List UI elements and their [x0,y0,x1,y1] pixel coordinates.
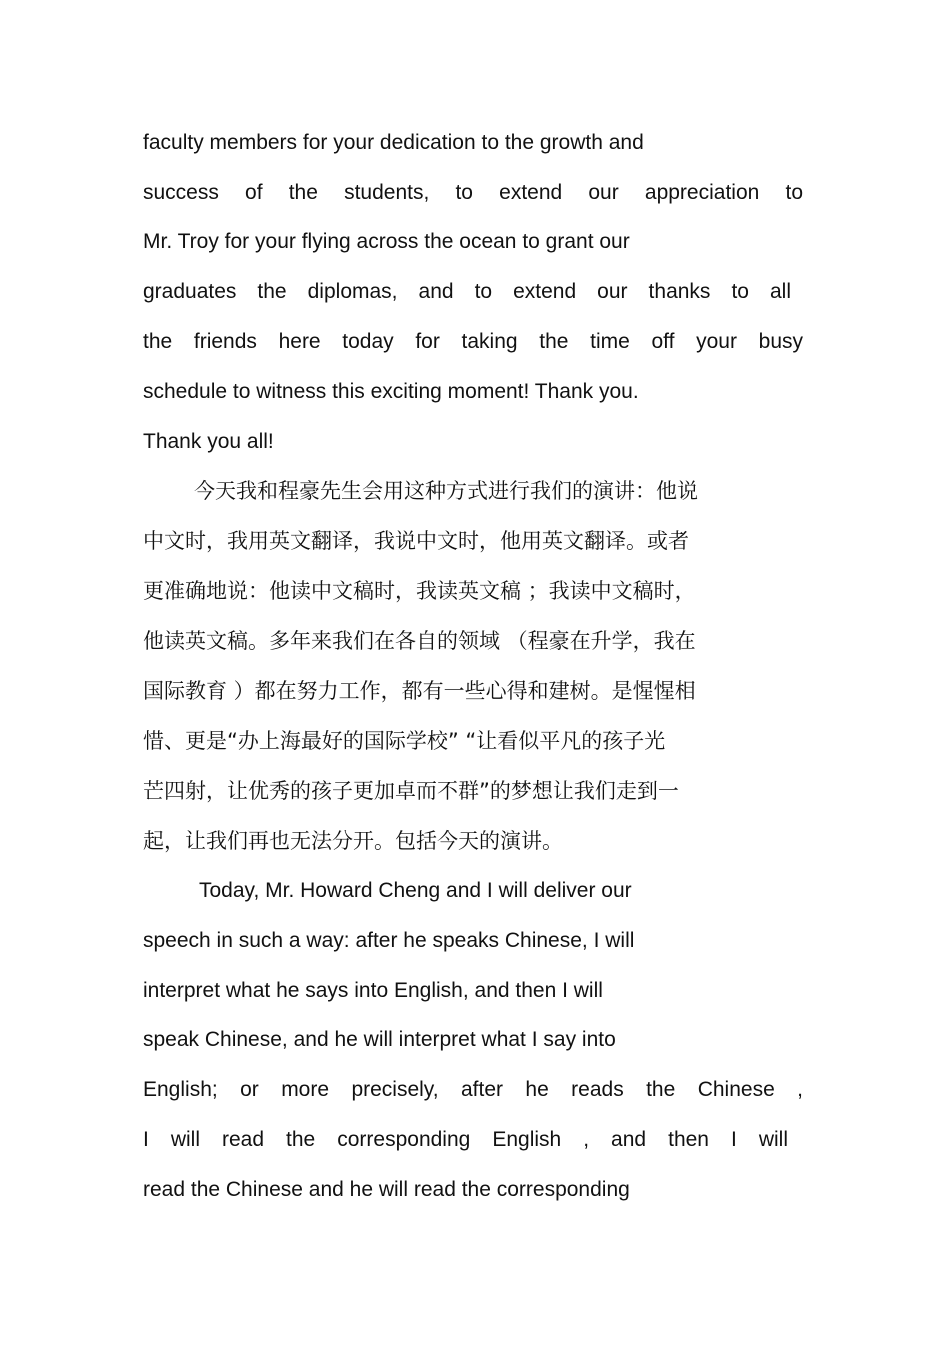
text-line: 芒四射，让优秀的孩子更加卓而不群”的梦想让我们走到一 [143,779,679,803]
text-line: 国际教育 ）都在努力工作，都有一些心得和建树。是惺惺相 [143,679,696,703]
text-line: 起，让我们再也无法分开。包括今天的演讲。 [143,829,563,853]
text-line: Thank you all! [143,430,274,453]
text-line: speak Chinese, and he will interpret what I say into [143,1028,616,1051]
text-line: success of the students, to extend our appreciation to [143,181,803,204]
text-line: 今天我和程豪先生会用这种方式进行我们的演讲：他说 [194,479,698,503]
text-line: the friends here today for taking the time off your busy [143,330,803,353]
text-line: interpret what he says into English, and then I will [143,979,603,1002]
text-line: 惜、更是“办上海最好的国际学校” “让看似平凡的孩子光 [143,729,666,753]
text-line: Mr. Troy for your flying across the ocean to grant our [143,230,630,253]
text-line: English; or more precisely, after he reads the Chinese , [143,1078,803,1101]
text-line: 他读英文稿。多年来我们在各自的领域 （程豪在升学，我在 [143,629,696,653]
text-line: faculty members for your dedication to the growth and [143,131,644,154]
text-line: 中文时，我用英文翻译，我说中文时，他用英文翻译。或者 [143,529,689,553]
text-line: schedule to witness this exciting moment! Thank you. [143,380,639,403]
text-line: speech in such a way: after he speaks Chinese, I will [143,929,635,952]
text-line: Today, Mr. Howard Cheng and I will deliver our [199,879,632,902]
text-line: I will read the corresponding English , and then I will [143,1128,788,1151]
text-line: graduates the diplomas, and to extend our thanks to all [143,280,791,303]
text-line: read the Chinese and he will read the corresponding [143,1178,630,1201]
text-line: 更准确地说：他读中文稿时，我读英文稿 ；我读中文稿时， [143,579,696,603]
